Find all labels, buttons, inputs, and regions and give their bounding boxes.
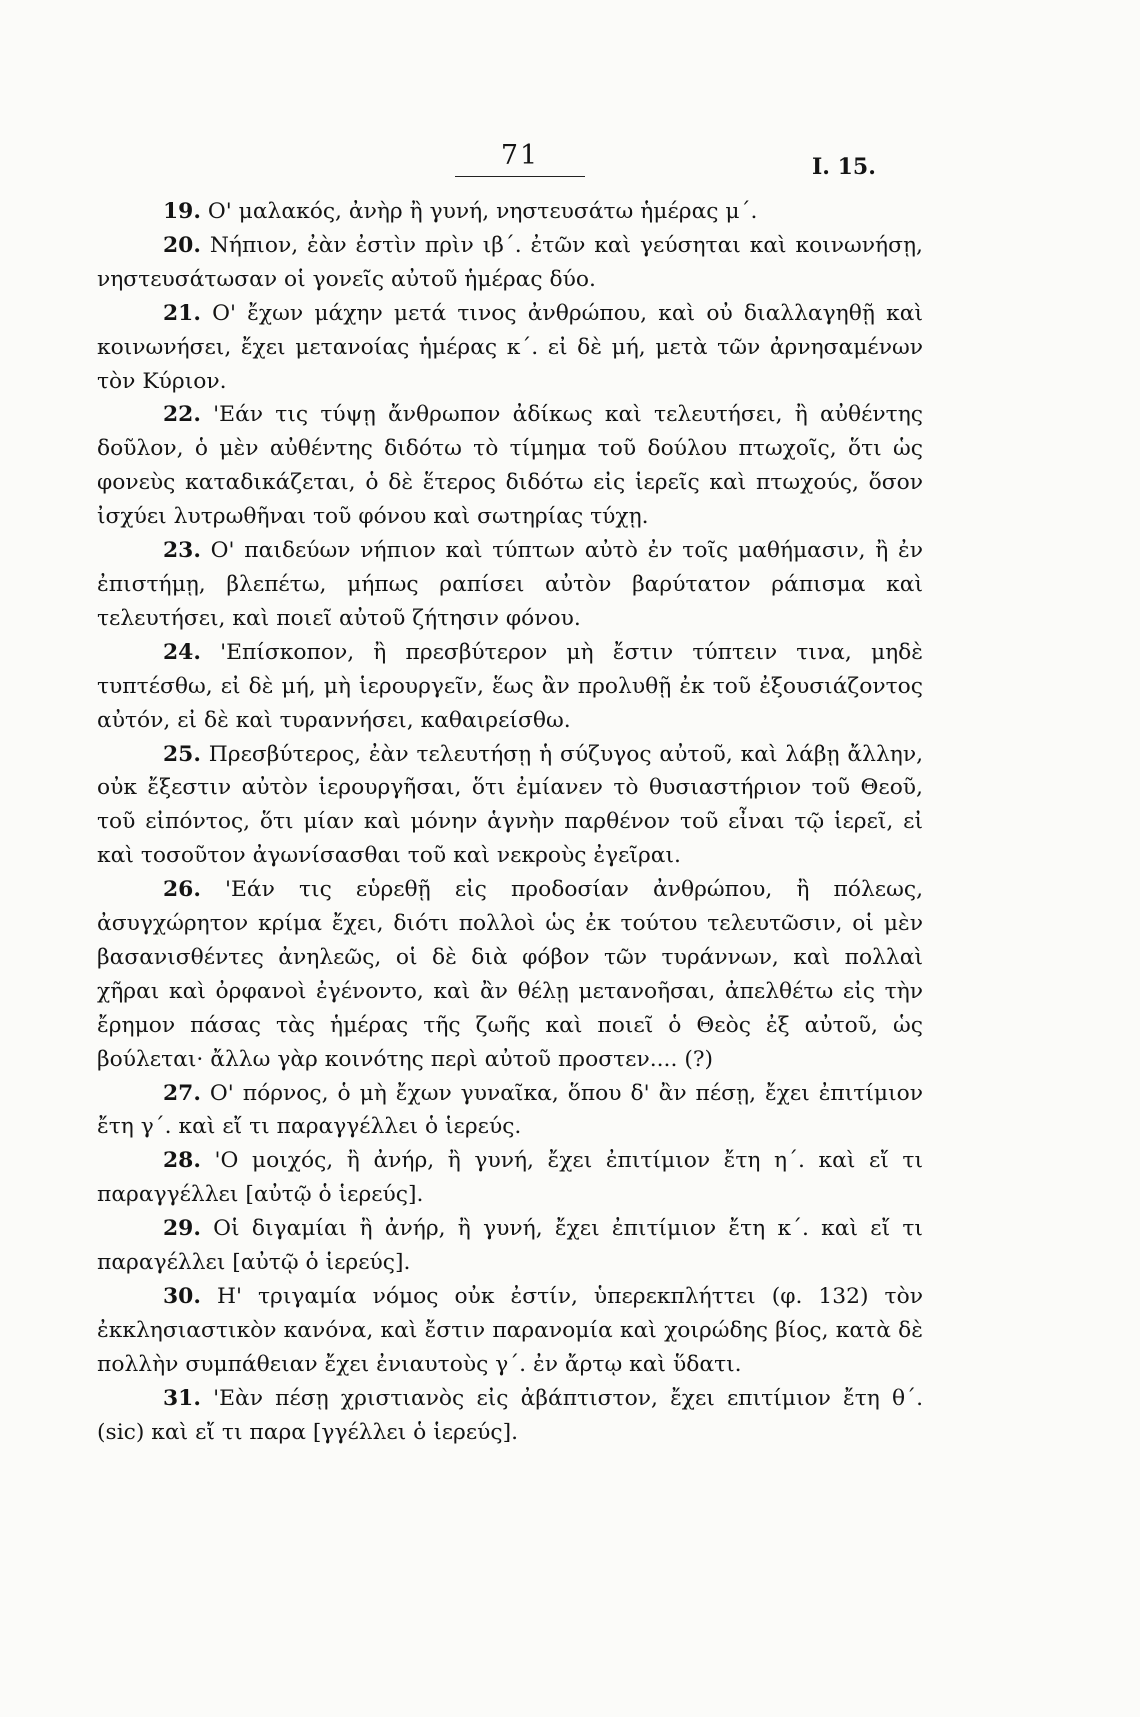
paragraph-24 <box>97 636 923 738</box>
paragraph-number: 23. <box>163 538 201 564</box>
paragraph-text: 'Ο μοιχός, ἢ ἀνήρ, ἢ γυνή, ἔχει ἐπιτίμιον ἔτη η΄. καὶ εἴ τι παραγγέλλει [αὐτῷ ὁ ἱερεύς]. <box>97 1148 923 1208</box>
paragraph-number: 29. <box>163 1216 201 1242</box>
paragraph-number: 19. <box>163 199 201 224</box>
paragraph-29 <box>97 1212 923 1280</box>
paragraph-text: 'Εὰν πέσῃ χριστιανὸς εἰς ἀβάπτιστον, ἔχει επιτίμιον ἔτη θ΄. (sic) καὶ εἴ τι παρα [γγέλλει ὁ ἱερεύς]. <box>97 1385 923 1445</box>
paragraph-22 <box>97 398 923 534</box>
paragraph-number: 28. <box>163 1148 201 1174</box>
paragraph-number: 25. <box>163 741 201 767</box>
body-text <box>97 195 923 1450</box>
signature-mark: Ι. 15. <box>812 154 876 180</box>
paragraph-text: Ο' ἔχων μάχην μετά τινος ἀνθρώπου, καὶ οὐ διαλλαγηθῇ καὶ κοινωνήσει, ἔχει μετανοίας ἡμέρας κ΄. εἰ δὲ μή, μετὰ τῶν ἀρνησαμένων τὸν Κύριον. <box>97 300 923 394</box>
paragraph-text: Ο' μαλακός, ἀνὴρ ἢ γυνή, νηστευσάτω ἡμέρας μ΄. <box>207 199 758 224</box>
paragraph-19 <box>97 195 923 229</box>
paragraph-text: Πρεσβύτερος, ἐὰν τελευτήσῃ ἡ σύζυγος αὐτοῦ, καὶ λάβῃ ἄλλην, οὐκ ἔξεστιν αὐτὸν ἱερουργῆσαι, ὅτι ἐμίανεν τὸ θυσιαστήριον τοῦ Θεοῦ, τοῦ εἰπόντος, ὅτι μίαν καὶ μόνην ἁγνὴν παρθένον τοῦ εἶναι τῷ ἱερεῖ, εἰ καὶ τοσοῦτον ἀγωνίσασθαι τοῦ καὶ νεκροὺς ἐγεῖραι. <box>97 741 923 869</box>
paragraph-text: Οἱ διγαμίαι ἢ ἀνήρ, ἢ γυνή, ἔχει ἐπιτίμιον ἔτη κ΄. καὶ εἴ τι παραγέλλει [αὐτῷ ὁ ἱερεύς]. <box>97 1216 923 1276</box>
paragraph-26 <box>97 873 923 1076</box>
paragraph-text: 'Επίσκοπον, ἢ πρεσβύτερον μὴ ἔστιν τύπτειν τινα, μηδὲ τυπτέσθω, εἰ δὲ μή, μὴ ἱερουργεῖν, ἕως ἂν προλυθῇ ἐκ τοῦ ἐξουσιάζοντος αὐτόν, εἰ δὲ καὶ τυραννήσει, καθαιρείσθω. <box>97 639 923 733</box>
header-rule <box>455 176 585 177</box>
paragraph-30 <box>97 1280 923 1382</box>
paragraph-number: 21. <box>163 300 201 326</box>
paragraph-text: 'Εάν τις τύψῃ ἄνθρωπον ἀδίκως καὶ τελευτήσει, ἢ αὐθέντης δοῦλον, ὁ μὲν αὐθέντης διδότω τὸ τίμημα τοῦ δούλου πτωχοῖς, ὅτι ὡς φονεὺς καταδικάζεται, ὁ δὲ ἕτερος διδότω εἰς ἱερεῖς καὶ πτωχούς, ὅσον ἰσχύει λυτρωθῆναι τοῦ φόνου καὶ σωτηρίας τύχῃ. <box>97 402 923 530</box>
page-number: 71 <box>500 140 540 171</box>
paragraph-number: 24. <box>163 639 201 665</box>
paragraph-text: Ο' παιδεύων νήπιον καὶ τύπτων αὐτὸ ἐν τοῖς μαθήμασιν, ἢ ἐν ἐπιστήμῃ, βλεπέτω, μήπως ραπίσει αὐτὸν βαρύτατον ράπισμα καὶ τελευτήσει, καὶ ποιεῖ αὐτοῦ ζήτησιν φόνου. <box>97 538 923 631</box>
paragraph-31 <box>97 1382 923 1450</box>
paragraph-text: Η' τριγαμία νόμος οὐκ ἐστίν, ὑπερεκπλήττει (φ. 132) τὸν ἐκκλησιαστικὸν κανόνα, καὶ ἔστιν παρανομία καὶ χοιρώδης βίος, κατὰ δὲ πολλὴν συμπάθειαν ἔχει ἐνιαυτοὺς γ΄. ἐν ἄρτῳ καὶ ὕδατι. <box>97 1284 923 1377</box>
paragraph-number: 20. <box>163 232 201 258</box>
paragraph-number: 22. <box>163 402 201 428</box>
paragraph-number: 31. <box>163 1385 201 1411</box>
paragraph-20 <box>97 229 923 297</box>
paragraph-text: Ο' πόρνος, ὁ μὴ ἔχων γυναῖκα, ὅπου δ' ἂν πέσῃ, ἔχει ἐπιτίμιον ἔτη γ΄. καὶ εἴ τι παραγγέλλει ὁ ἱερεύς. <box>97 1080 923 1140</box>
paragraph-21 <box>97 297 923 399</box>
paragraph-number: 27. <box>163 1080 201 1106</box>
paragraph-23 <box>97 534 923 636</box>
paragraph-number: 26. <box>163 877 201 903</box>
paragraph-text: 'Εάν τις εὑρεθῇ εἰς προδοσίαν ἀνθρώπου, ἢ πόλεως, ἀσυγχώρητον κρίμα ἔχει, διότι πολλοὶ ὡς ἐκ τούτου τελευτῶσιν, οἱ μὲν βασανισθέντες ἀνηλεῶς, οἱ δὲ διὰ φόβον τῶν τυράννων, καὶ πολλαὶ χῆραι καὶ ὀρφανοὶ ἐγένοντο, καὶ ἂν θέλῃ μετανοῆσαι, ἀπελθέτω εἰς τὴν ἔρημον πάσας τὰς ἡμέρας τῆς ζωῆς καὶ ποιεῖ ὁ Θεὸς ἐξ αὐτοῦ, ὡς βούλεται· ἄλλω γὰρ κοινότης περὶ αὐτοῦ προστεν.... (?) <box>97 877 923 1072</box>
paragraph-27 <box>97 1077 923 1145</box>
paragraph-25 <box>97 738 923 874</box>
page-header <box>0 140 1140 180</box>
paragraph-number: 30. <box>163 1284 201 1309</box>
paragraph-28 <box>97 1144 923 1212</box>
paragraph-text: Νήπιον, ἐὰν ἐστὶν πρὶν ιβ΄. ἐτῶν καὶ γεύσηται καὶ κοινωνήσῃ, νηστευσάτωσαν οἱ γονεῖς αὐτοῦ ἡμέρας δύο. <box>97 232 923 292</box>
